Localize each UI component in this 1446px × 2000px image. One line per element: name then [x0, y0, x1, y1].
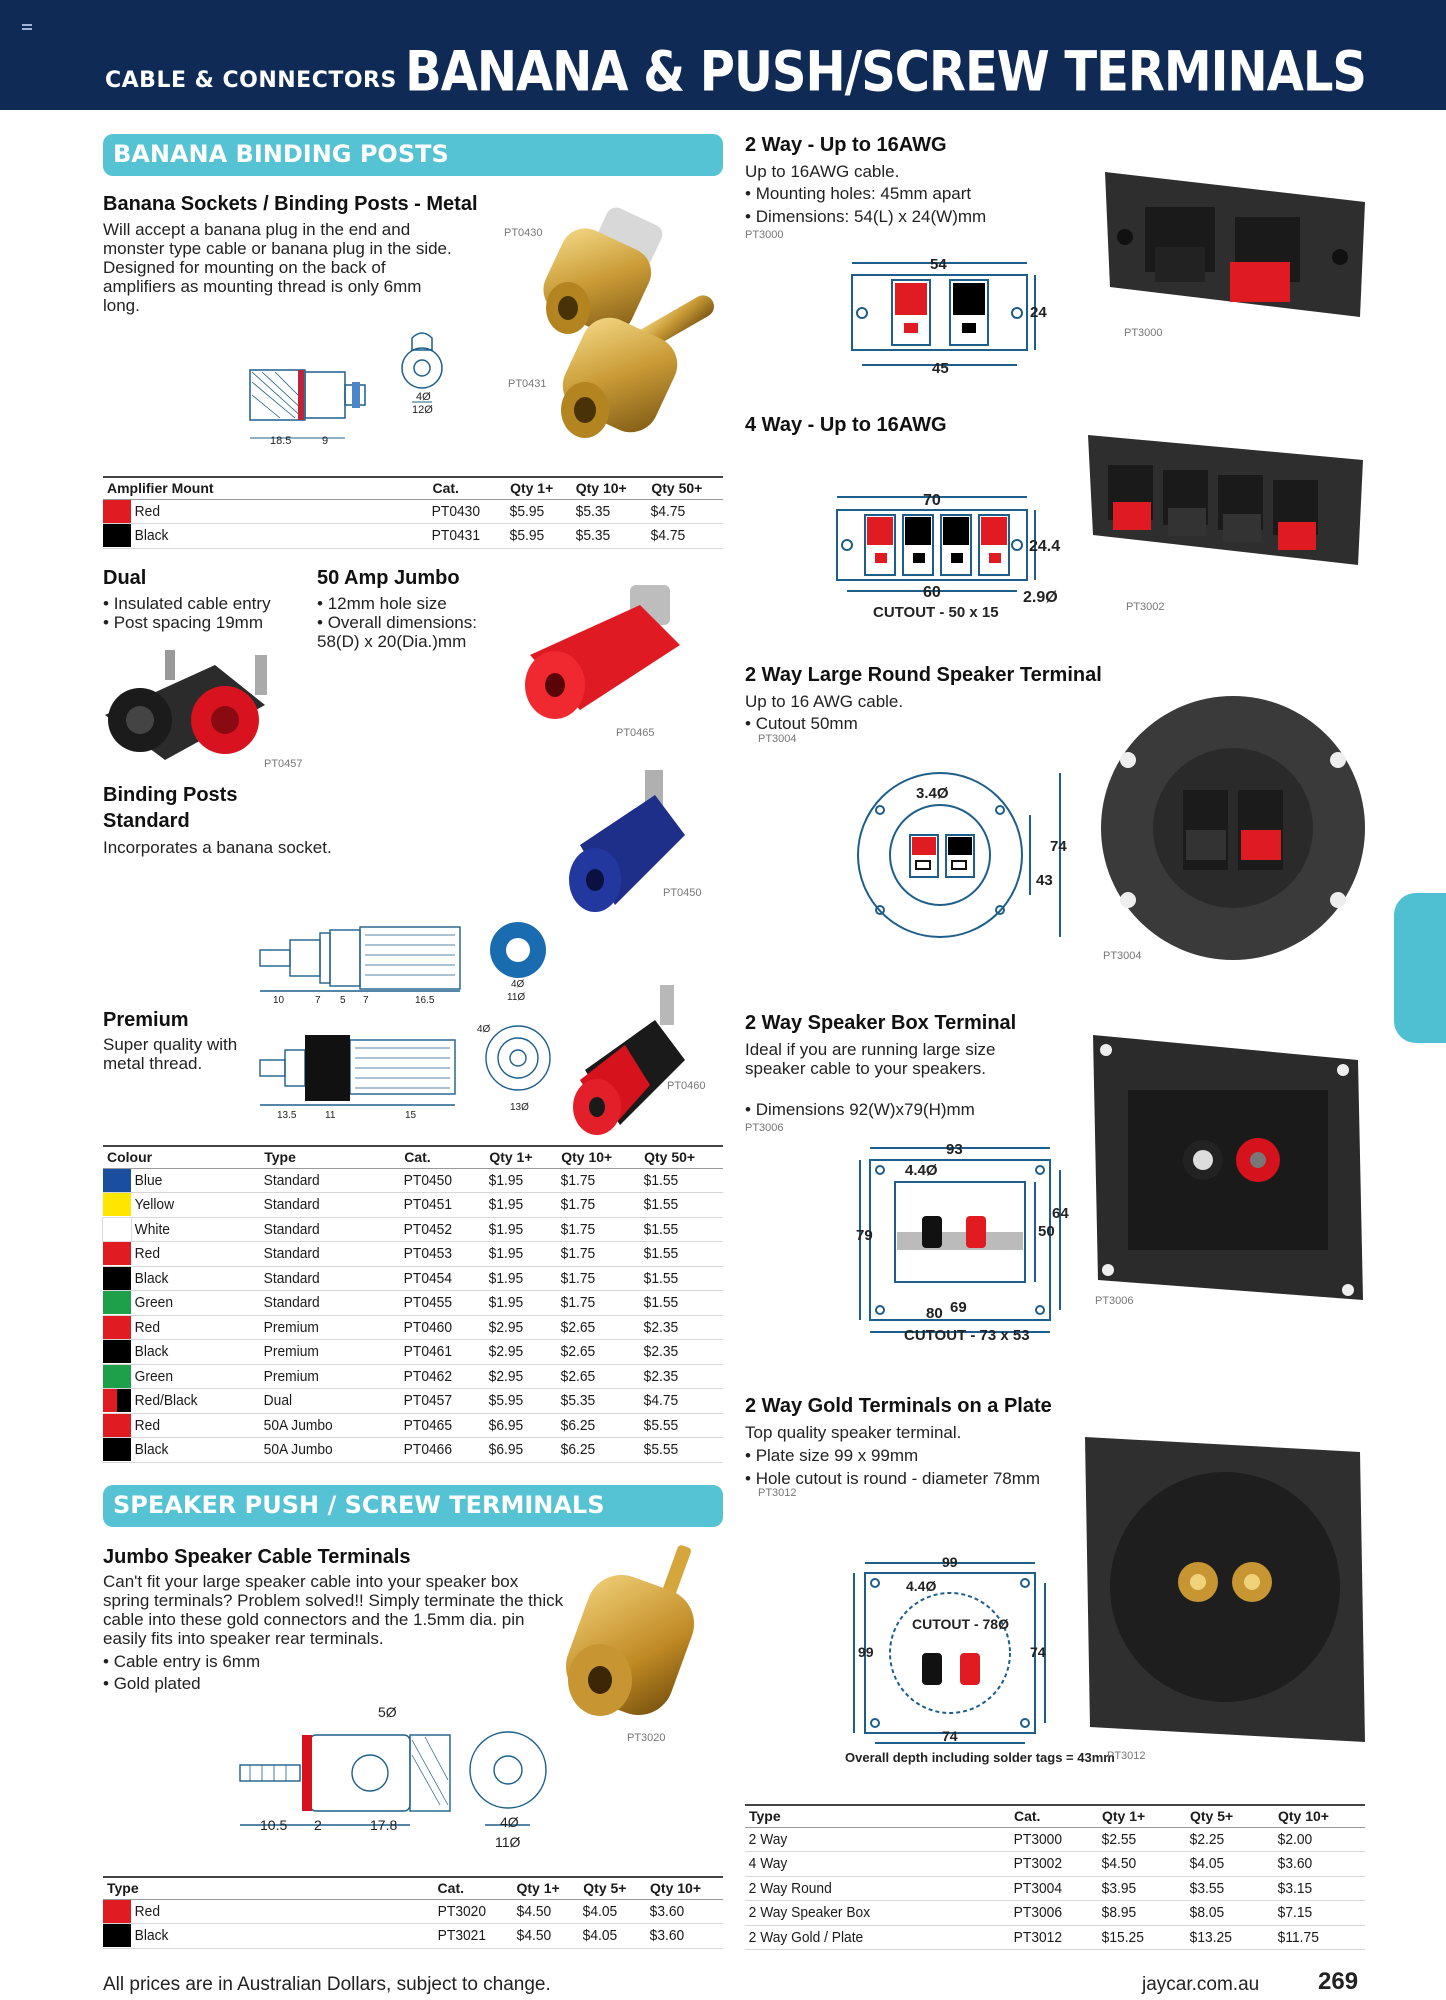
two-way-line: Up to 16AWG cable.	[745, 162, 900, 181]
dim-cutout: CUTOUT - 73 x 53	[904, 1327, 1030, 1344]
dim-h: 24.4	[1029, 538, 1061, 555]
jumbo-bullet-1: • 12mm hole size	[317, 594, 447, 613]
dim-d: 4Ø	[477, 1024, 491, 1035]
dim-hole: 4.4Ø	[906, 1578, 937, 1594]
dim-b: 10.5	[260, 1817, 288, 1833]
dual-post-photo	[95, 645, 305, 765]
col-header: Qty 1+	[513, 1877, 580, 1899]
standard-title-1: Binding Posts	[103, 784, 238, 806]
col-header: Qty 5+	[579, 1877, 646, 1899]
dual-bullet-2: • Post spacing 19mm	[103, 613, 263, 632]
colour-swatch	[103, 1365, 131, 1388]
dim-c: 5	[340, 995, 346, 1006]
colour-swatch	[103, 500, 131, 523]
dim-b: 9	[322, 435, 329, 447]
dim-c: 80	[926, 1305, 943, 1322]
jumbo-post-photo	[520, 585, 700, 725]
gold-photo-code: PT3012	[1107, 1750, 1146, 1762]
premium-code: PT0460	[667, 1080, 706, 1092]
table-row: Black 50A Jumbo PT0466 $6.95 $6.25 $5.55	[103, 1438, 723, 1463]
dim-b: 50	[1038, 1223, 1055, 1240]
page-header	[0, 0, 1446, 110]
table-row: Green Standard PT0455 $1.95 $1.75 $1.55	[103, 1291, 723, 1316]
colour-swatch	[103, 1267, 131, 1290]
round-line: Up to 16 AWG cable.	[745, 692, 904, 711]
dim-d: 69	[950, 1299, 967, 1316]
section-label: CABLE & CONNECTORS	[105, 68, 397, 93]
gold-binding-post-photos	[530, 205, 730, 450]
col-header: Type	[260, 1146, 400, 1168]
metal-desc: Will accept a banana plug in the end and monster type cable or banana plug in the side. Designed for mounting on the back of amplifiers as mounting thread is only 6mm long.	[103, 220, 452, 315]
col-header: Cat.	[428, 477, 506, 499]
jumbo-cable-diagram	[230, 1695, 570, 1855]
dim-b: 74	[942, 1728, 958, 1744]
table-row: Red 50A Jumbo PT0465 $6.95 $6.25 $5.55	[103, 1413, 723, 1438]
dim-e: 16.5	[415, 995, 435, 1006]
col-header: Cat.	[400, 1146, 485, 1168]
dim-c: 4Ø	[416, 391, 431, 403]
premium-post-photo	[565, 985, 705, 1135]
dim-cutout: CUTOUT - 78Ø	[912, 1616, 1009, 1632]
gold-line: Top quality speaker terminal.	[745, 1423, 962, 1442]
dim-a: 10	[273, 995, 285, 1006]
dim-e: 13Ø	[510, 1102, 529, 1113]
col-header: Qty 50+	[647, 477, 723, 499]
menu-icon[interactable]	[22, 24, 32, 30]
dim-a: 74	[1030, 1644, 1046, 1660]
gold-photo	[1080, 1432, 1370, 1747]
jumbo-cable-photo	[550, 1540, 720, 1720]
table-row: Black PT0431 $5.95 $5.35 $4.75	[103, 524, 723, 549]
colour-swatch	[103, 524, 131, 547]
table-row: Green Premium PT0462 $2.95 $2.65 $2.35	[103, 1364, 723, 1389]
box-photo	[1088, 1030, 1368, 1305]
dim-a: 18.5	[270, 435, 292, 447]
premium-desc: Super quality with metal thread.	[103, 1035, 238, 1073]
jumbo-cable-bullet-2: • Gold plated	[103, 1674, 201, 1693]
col-header: Cat.	[434, 1877, 513, 1899]
metal-post-diagram	[240, 320, 470, 450]
amp-mount-table	[103, 476, 723, 549]
jumbo-cable-bullet-1: • Cable entry is 6mm	[103, 1652, 260, 1671]
col-header: Qty 1+	[1098, 1805, 1186, 1827]
dim-e: 4Ø	[500, 1814, 519, 1830]
col-header: Qty 1+	[506, 477, 572, 499]
colour-swatch	[103, 1900, 131, 1923]
side-index-tab[interactable]	[1394, 893, 1446, 1043]
two-way-bullet-1: • Mounting holes: 45mm apart	[745, 184, 971, 203]
standard-desc: Incorporates a banana socket.	[103, 838, 332, 857]
jumbo-code: PT0465	[616, 727, 655, 739]
col-header: Qty 10+	[557, 1146, 640, 1168]
dim-a: 74	[1050, 838, 1067, 855]
dim-f: 11Ø	[495, 1834, 521, 1850]
four-way-photo	[1083, 430, 1368, 570]
banana-banner: BANANA BINDING POSTS	[103, 134, 723, 176]
dim-d: 12Ø	[412, 404, 433, 416]
colour-swatch	[103, 1414, 131, 1437]
dim-b: 43	[1036, 872, 1053, 889]
table-row: 2 Way Speaker Box PT3006 $8.95 $8.05 $7.15	[745, 1901, 1365, 1926]
table-row: 2 Way PT3000 $2.55 $2.25 $2.00	[745, 1827, 1365, 1852]
jumbo-bullet-2: • Overall dimensions: 58(D) x 20(Dia.)mm	[317, 613, 517, 651]
round-photo	[1098, 690, 1368, 970]
box-bullet: • Dimensions 92(W)x79(H)mm	[745, 1100, 975, 1119]
table-row: Red PT0430 $5.95 $5.35 $4.75	[103, 499, 723, 524]
round-code: PT3004	[758, 733, 797, 745]
dim-w: 70	[923, 492, 941, 509]
dual-bullet-1: • Insulated cable entry	[103, 594, 271, 613]
dim-depth: Overall depth including solder tags = 43mm	[845, 1750, 1115, 1765]
table-row: 2 Way Round PT3004 $3.95 $3.55 $3.15	[745, 1876, 1365, 1901]
premium-post-diagram	[255, 1020, 575, 1120]
box-diagram	[850, 1140, 1080, 1350]
dim-w: 93	[946, 1141, 963, 1158]
table-row: Red Standard PT0453 $1.95 $1.75 $1.55	[103, 1242, 723, 1267]
metal-code-1: PT0430	[504, 227, 543, 239]
round-title: 2 Way Large Round Speaker Terminal	[745, 664, 1102, 686]
dim-holes: 60	[923, 584, 941, 601]
box-code: PT3006	[745, 1122, 784, 1134]
dim-w: 54	[930, 256, 947, 273]
two-way-bullet-2: • Dimensions: 54(L) x 24(W)mm	[745, 207, 986, 226]
table-row: Red/Black Dual PT0457 $5.95 $5.35 $4.75	[103, 1389, 723, 1414]
box-title: 2 Way Speaker Box Terminal	[745, 1012, 1017, 1034]
colour-swatch	[103, 1389, 131, 1412]
table-row: Black Standard PT0454 $1.95 $1.75 $1.55	[103, 1266, 723, 1291]
dim-cutout: CUTOUT - 50 x 15	[873, 604, 999, 621]
gold-code: PT3012	[758, 1487, 797, 1499]
premium-title: Premium	[103, 1009, 189, 1031]
col-header: Qty 5+	[1186, 1805, 1274, 1827]
table-row: Yellow Standard PT0451 $1.95 $1.75 $1.55	[103, 1193, 723, 1218]
jumbo-cable-desc: Can't fit your large speaker cable into your speaker box spring terminals? Problem solved!! Simply terminate the thick cable into these gold connectors and the 1.5mm dia. pin easily fits into speaker rear terminals.	[103, 1572, 564, 1648]
dim-hole: 3.4Ø	[916, 785, 949, 802]
dim-b: 11	[325, 1110, 336, 1121]
gold-diagram	[840, 1554, 1115, 1775]
metal-code-2: PT0431	[508, 378, 547, 390]
table-row: Red Premium PT0460 $2.95 $2.65 $2.35	[103, 1315, 723, 1340]
colour-swatch	[103, 1316, 131, 1339]
table-row: 2 Way Gold / Plate PT3012 $15.25 $13.25 $11.75	[745, 1925, 1365, 1950]
dim-d: 7	[363, 995, 369, 1006]
gold-title: 2 Way Gold Terminals on a Plate	[745, 1395, 1052, 1417]
col-header: Qty 50+	[640, 1146, 723, 1168]
col-header: Qty 10+	[1274, 1805, 1365, 1827]
table-row: Black PT3021 $4.50 $4.05 $3.60	[103, 1924, 723, 1949]
dim-a: 13.5	[277, 1110, 297, 1121]
jumbo-title: 50 Amp Jumbo	[317, 567, 460, 589]
dim-h: 79	[856, 1227, 873, 1244]
col-header: Cat.	[1010, 1805, 1098, 1827]
two-way-photo-code: PT3000	[1124, 327, 1163, 339]
metal-title: Banana Sockets / Binding Posts - Metal	[103, 193, 478, 215]
box-photo-code: PT3006	[1095, 1295, 1134, 1307]
colour-swatch	[103, 1193, 131, 1216]
standard-title-2: Standard	[103, 810, 190, 832]
standard-post-photo	[560, 765, 700, 925]
dual-title: Dual	[103, 567, 147, 589]
col-header: Amplifier Mount	[103, 477, 428, 499]
round-photo-code: PT3004	[1103, 950, 1142, 962]
box-desc: Ideal if you are running large size speaker cable to your speakers.	[745, 1040, 996, 1078]
table-row: 4 Way PT3002 $4.50 $4.05 $3.60	[745, 1852, 1365, 1877]
dim-c: 15	[405, 1110, 417, 1121]
colour-swatch	[103, 1438, 131, 1461]
push-terminals-table	[745, 1804, 1365, 1950]
dim-c: 2	[314, 1817, 322, 1833]
col-header: Qty 10+	[572, 477, 648, 499]
gold-bullet-1: • Plate size 99 x 99mm	[745, 1446, 918, 1465]
dim-g: 11Ø	[507, 992, 526, 1003]
two-way-diagram	[840, 255, 1060, 375]
colour-swatch	[103, 1291, 131, 1314]
dim-a: 5Ø	[378, 1704, 397, 1720]
dual-code: PT0457	[264, 758, 303, 770]
col-header: Qty 10+	[646, 1877, 723, 1899]
col-header: Type	[103, 1877, 434, 1899]
table-row: Black Premium PT0461 $2.95 $2.65 $2.35	[103, 1340, 723, 1365]
standard-code: PT0450	[663, 887, 702, 899]
colour-swatch	[103, 1169, 131, 1192]
dim-f: 4Ø	[511, 979, 525, 990]
colour-swatch	[103, 1924, 131, 1947]
dim-d: 17.8	[370, 1817, 398, 1833]
round-diagram	[850, 765, 1070, 945]
standard-post-diagram	[255, 915, 555, 1005]
four-way-diagram	[825, 485, 1075, 625]
table-row: White Standard PT0452 $1.95 $1.75 $1.55	[103, 1217, 723, 1242]
two-way-code: PT3000	[745, 229, 784, 241]
binding-posts-table	[103, 1145, 723, 1463]
jumbo-cable-code: PT3020	[627, 1732, 666, 1744]
page-title: BANANA & PUSH/SCREW TERMINALS	[405, 40, 1366, 105]
dim-hole: 2.9Ø	[1023, 589, 1058, 606]
dim-a: 64	[1052, 1205, 1069, 1222]
dim-holes: 45	[932, 360, 949, 377]
speaker-banner: SPEAKER PUSH / SCREW TERMINALS	[103, 1485, 723, 1527]
colour-swatch	[103, 1340, 131, 1363]
gold-bullet-2: • Hole cutout is round - diameter 78mm	[745, 1469, 1040, 1488]
dim-hole: 4.4Ø	[905, 1162, 938, 1179]
round-bullet: • Cutout 50mm	[745, 714, 858, 733]
site-link[interactable]: jaycar.com.au	[1142, 1974, 1260, 1995]
jumbo-cable-table	[103, 1876, 723, 1949]
two-way-photo	[1100, 162, 1370, 322]
dim-h: 24	[1030, 304, 1047, 321]
four-way-code: PT3002	[1126, 601, 1165, 613]
table-row: Red PT3020 $4.50 $4.05 $3.60	[103, 1899, 723, 1924]
four-way-title: 4 Way - Up to 16AWG	[745, 414, 947, 436]
dim-h: 99	[858, 1644, 874, 1660]
table-row: Blue Standard PT0450 $1.95 $1.75 $1.55	[103, 1168, 723, 1193]
dim-b: 7	[315, 995, 321, 1006]
colour-swatch	[103, 1242, 131, 1265]
colour-swatch	[103, 1218, 131, 1241]
dim-w: 99	[942, 1554, 958, 1570]
col-header: Type	[745, 1805, 1010, 1827]
price-note: All prices are in Australian Dollars, subject to change.	[103, 1974, 551, 1995]
col-header: Colour	[103, 1146, 260, 1168]
jumbo-cable-title: Jumbo Speaker Cable Terminals	[103, 1546, 411, 1568]
col-header: Qty 1+	[485, 1146, 557, 1168]
two-way-title: 2 Way - Up to 16AWG	[745, 134, 947, 156]
page-number: 269	[1318, 1968, 1359, 1995]
